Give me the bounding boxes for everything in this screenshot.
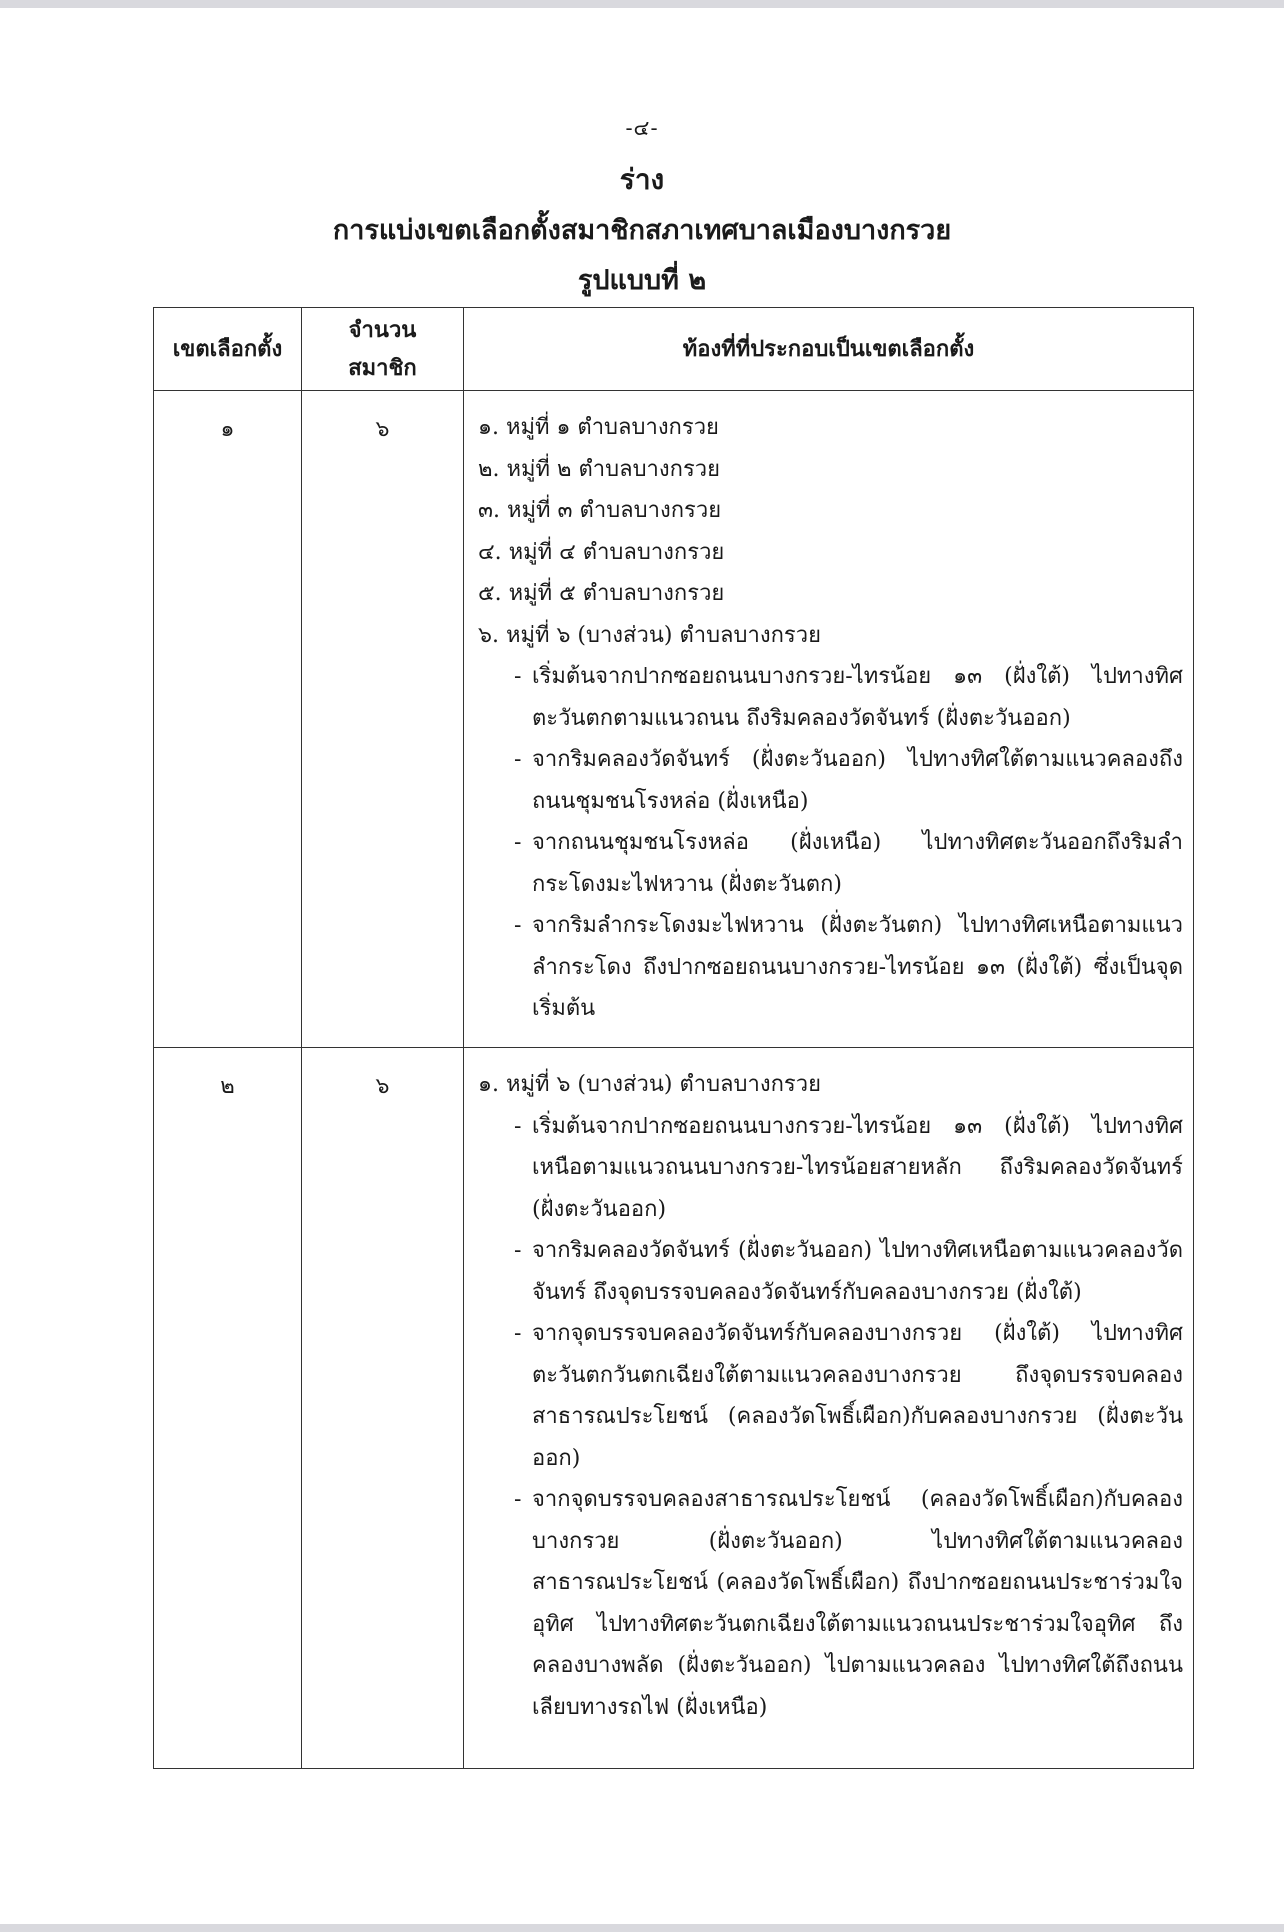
area-item: ๕. หมู่ที่ ๕ ตำบลบางกรวย	[478, 581, 725, 606]
boundary-text: จากจุดบรรจบคลองสาธารณประโยชน์ (คลองวัดโพธิ์เผือก)กับคลองบางกรวย (ฝั่งตะวันออก) ไปทางทิศใต้ตามแนวคลองสาธารณประโยชน์ (คลองวัดโพธิ์เผือก) ถึงปากซอยถนนประชาร่วมใจอุทิศ ไปทางทิศตะวันตกเฉียงใต้ตามแนวถนนประชาร่วมใจอุทิศ ถึงคลองบางพลัด (ฝั่งตะวันออก) ไปตามแนวคลอง ไปทางทิศใต้ถึงถนนเลียบทางรถไฟ (ฝั่งเหนือ)	[532, 1487, 1183, 1720]
district-number: ๒	[154, 1048, 302, 1769]
dash-bullet: -	[514, 1238, 522, 1263]
page-number: -๔-	[625, 116, 659, 140]
boundary-item	[478, 656, 1183, 739]
member-count: ๖	[302, 1048, 464, 1769]
dash-bullet: -	[514, 913, 522, 938]
header-district: เขตเลือกตั้ง	[154, 308, 302, 391]
table-row	[154, 391, 1194, 1048]
boundary-item	[478, 905, 1183, 1030]
document-status: ร่าง	[619, 163, 665, 196]
header-areas: ท้องที่ที่ประกอบเป็นเขตเลือกตั้ง	[464, 308, 1194, 391]
table-row	[154, 1048, 1194, 1769]
boundary-text: จากริมลำกระโดงมะไฟหวาน (ฝั่งตะวันตก) ไปทางทิศเหนือตามแนวลำกระโดง ถึงปากซอยถนนบางกรวย-ไทรน้อย ๑๓ (ฝั่งใต้) ซึ่งเป็นจุดเริ่มต้น	[532, 913, 1183, 1021]
document-title: การแบ่งเขตเลือกตั้งสมาชิกสภาเทศบาลเมืองบางกรวย	[332, 215, 952, 246]
area-item: ๓. หมู่ที่ ๓ ตำบลบางกรวย	[478, 498, 722, 523]
boundary-text: จากริมคลองวัดจันทร์ (ฝั่งตะวันออก) ไปทางทิศใต้ตามแนวคลองถึงถนนชุมชนโรงหล่อ (ฝั่งเหนือ)	[532, 747, 1183, 814]
dash-bullet: -	[514, 1113, 522, 1139]
dash-bullet: -	[514, 1321, 522, 1346]
electoral-district-table	[153, 307, 1194, 1769]
header-members	[302, 308, 464, 391]
dash-bullet: -	[514, 1487, 522, 1512]
district-areas	[464, 391, 1194, 1048]
boundary-text: เริ่มต้นจากปากซอยถนนบางกรวย-ไทรน้อย ๑๓ (ฝั่งใต้) ไปทางทิศเหนือตามแนวถนนบางกรวย-ไทรน้อยสายหลัก ถึงริมคลองวัดจันทร์ (ฝั่งตะวันออก)	[532, 1113, 1183, 1222]
boundary-text: จากถนนชุมชนโรงหล่อ (ฝั่งเหนือ) ไปทางทิศตะวันออกถึงริมลำกระโดงมะไฟหวาน (ฝั่งตะวันตก)	[532, 830, 1183, 897]
boundary-item	[478, 1230, 1183, 1313]
area-item: ๑. หมู่ที่ ๖ (บางส่วน) ตำบลบางกรวย	[478, 1072, 821, 1097]
boundary-item	[478, 1106, 1183, 1231]
dash-bullet: -	[514, 830, 522, 855]
area-item: ๔. หมู่ที่ ๔ ตำบลบางกรวย	[478, 539, 725, 565]
boundary-text: จากริมคลองวัดจันทร์ (ฝั่งตะวันออก) ไปทางทิศเหนือตามแนวคลองวัดจันทร์ ถึงจุดบรรจบคลองวัดจันทร์กับคลองบางกรวย (ฝั่งใต้)	[532, 1238, 1183, 1305]
boundary-item	[478, 822, 1183, 905]
boundary-text: จากจุดบรรจบคลองวัดจันทร์กับคลองบางกรวย (ฝั่งใต้) ไปทางทิศตะวันตกวันตกเฉียงใต้ตามแนวคลองบางกรวย ถึงจุดบรรจบคลองสาธารณประโยชน์ (คลองวัดโพธิ์เผือก)กับคลองบางกรวย (ฝั่งตะวันออก)	[532, 1321, 1183, 1471]
document-subtitle: รูปแบบที่ ๒	[577, 265, 707, 296]
header-members-line1: จำนวน	[348, 317, 417, 343]
boundary-list	[478, 1106, 1183, 1729]
district-number: ๑	[154, 391, 302, 1048]
dash-bullet: -	[514, 664, 522, 689]
boundary-item	[478, 739, 1183, 822]
header-members-line2: สมาชิก	[348, 355, 417, 381]
member-count: ๖	[302, 391, 464, 1048]
area-item: ๒. หมู่ที่ ๒ ตำบลบางกรวย	[478, 456, 721, 482]
area-item: ๑. หมู่ที่ ๑ ตำบลบางกรวย	[478, 415, 719, 440]
area-item: ๖. หมู่ที่ ๖ (บางส่วน) ตำบลบางกรวย	[478, 622, 821, 648]
boundary-text: เริ่มต้นจากปากซอยถนนบางกรวย-ไทรน้อย ๑๓ (ฝั่งใต้) ไปทางทิศตะวันตกตามแนวถนน ถึงริมคลองวัดจันทร์ (ฝั่งตะวันออก)	[532, 664, 1183, 731]
boundary-list	[478, 656, 1183, 1030]
boundary-item	[478, 1313, 1183, 1479]
boundary-item	[478, 1479, 1183, 1728]
district-areas	[464, 1048, 1194, 1769]
dash-bullet: -	[514, 747, 522, 772]
table-header-row	[154, 308, 1194, 391]
